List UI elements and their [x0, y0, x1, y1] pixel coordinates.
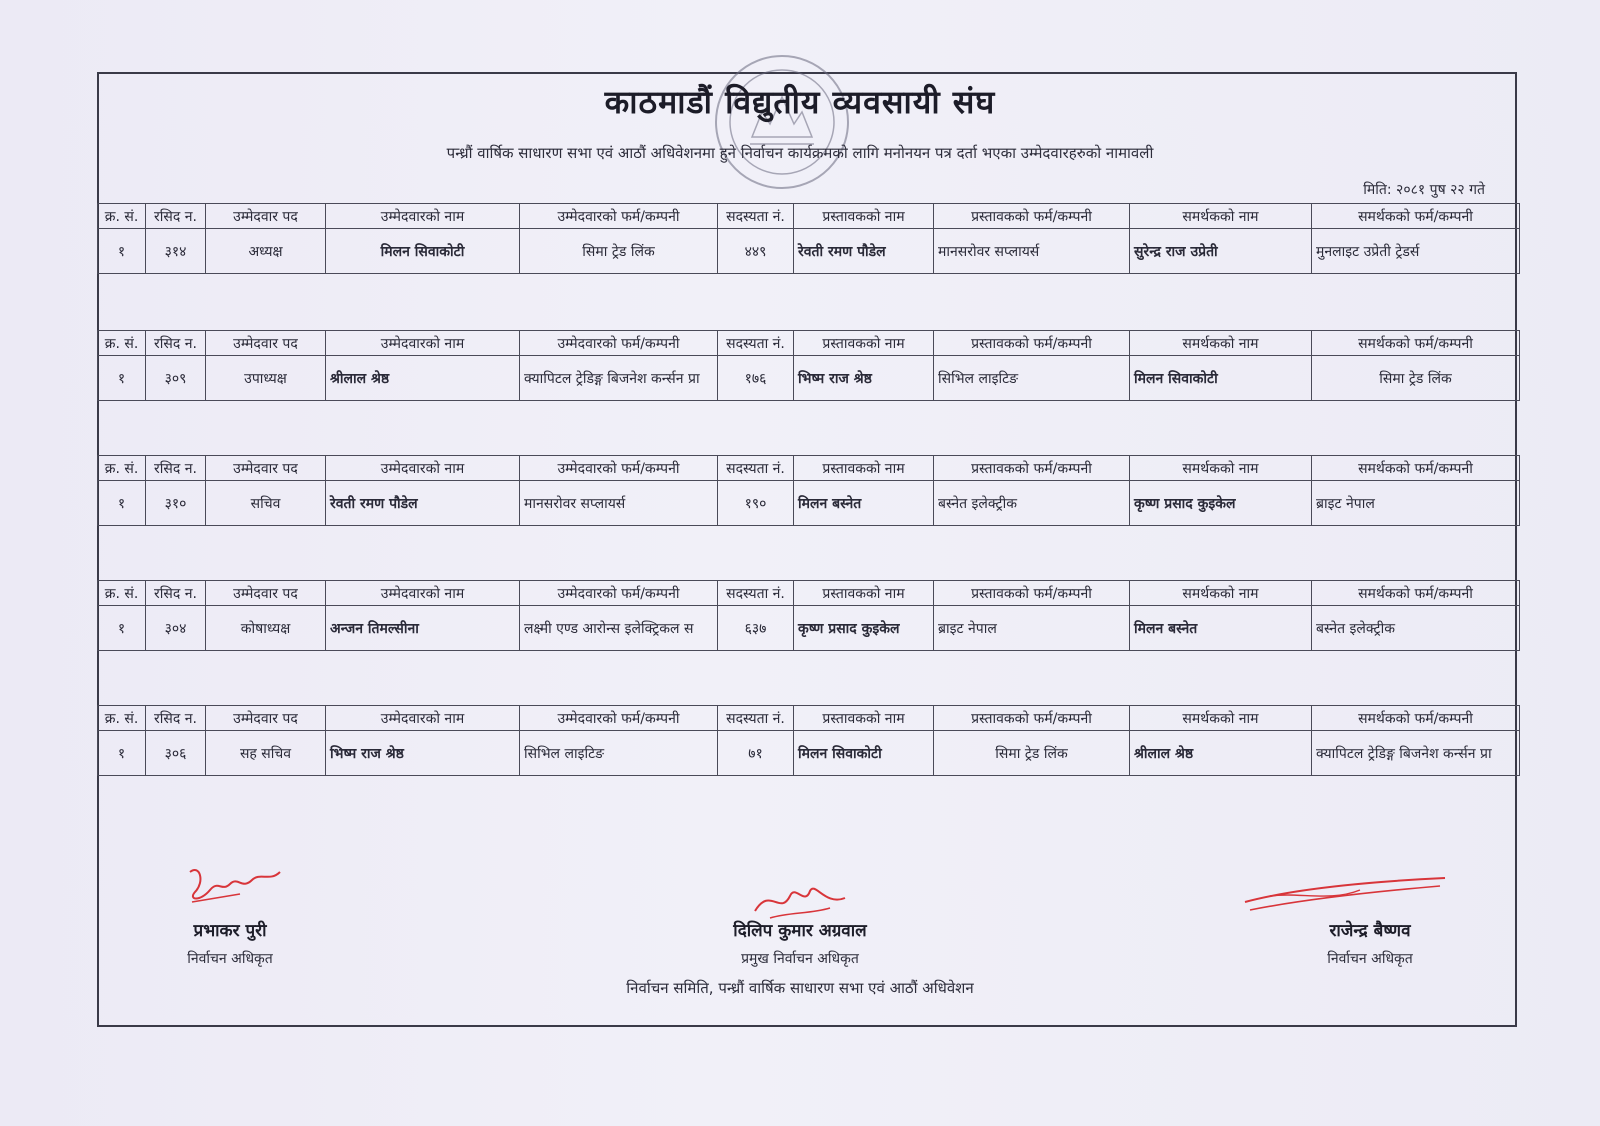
page-subtitle: पन्ध्रौं वार्षिक साधारण सभा एवं आठौं अधिवेशनमा हुने निर्वाचन कार्यक्रमको लागि मनोनयन पत्र दर्ता भएका उम्मेदवारहरुको नामावली — [446, 144, 1154, 162]
cell-candidate: श्रीलाल श्रेष्ठ — [326, 356, 520, 401]
table-header-row — [98, 581, 1520, 606]
col-header-supporter-firm: समर्थकको फर्म/कम्पनी — [1312, 581, 1520, 606]
cell-membership: ६३७ — [718, 606, 794, 651]
col-header-candidate-firm: उम्मेदवारको फर्म/कम्पनी — [520, 456, 718, 481]
col-header-proposer-firm: प्रस्तावकको फर्म/कम्पनी — [934, 706, 1130, 731]
cell-candidate: मिलन सिवाकोटी — [326, 229, 520, 274]
cell-receipt: ३०९ — [146, 356, 206, 401]
cell-receipt: ३०४ — [146, 606, 206, 651]
col-header-proposer: प्रस्तावकको नाम — [794, 204, 934, 229]
cell-sn: १ — [98, 731, 146, 776]
col-header-sn: क्र. सं. — [98, 456, 146, 481]
signatory-center-role: प्रमुख निर्वाचन अधिकृत — [741, 951, 859, 967]
cell-supporter: सुरेन्द्र राज उप्रेती — [1130, 229, 1312, 274]
cell-supporter: कृष्ण प्रसाद कुइकेल — [1130, 481, 1312, 526]
cell-candidate-firm: मानसरोवर सप्लायर्स — [520, 481, 718, 526]
col-header-candidate: उम्मेदवारको नाम — [326, 581, 520, 606]
candidate-table-joint-secretary — [97, 705, 1520, 776]
col-header-post: उम्मेदवार पद — [206, 456, 326, 481]
cell-candidate: रेवती रमण पौडेल — [326, 481, 520, 526]
cell-receipt: ३०६ — [146, 731, 206, 776]
cell-proposer-firm: सिमा ट्रेड लिंक — [934, 731, 1130, 776]
cell-supporter: श्रीलाल श्रेष्ठ — [1130, 731, 1312, 776]
cell-post: सचिव — [206, 481, 326, 526]
col-header-receipt: रसिद न. — [146, 456, 206, 481]
cell-supporter: मिलन सिवाकोटी — [1130, 356, 1312, 401]
cell-candidate: भिष्म राज श्रेष्ठ — [326, 731, 520, 776]
col-header-receipt: रसिद न. — [146, 706, 206, 731]
col-header-supporter: समर्थकको नाम — [1130, 706, 1312, 731]
cell-supporter-firm: ब्राइट नेपाल — [1312, 481, 1520, 526]
candidate-table-secretary — [97, 455, 1520, 526]
cell-proposer: मिलन सिवाकोटी — [794, 731, 934, 776]
cell-sn: १ — [98, 356, 146, 401]
cell-proposer-firm: सिभिल लाइटिङ — [934, 356, 1130, 401]
col-header-receipt: रसिद न. — [146, 204, 206, 229]
col-header-candidate-firm: उम्मेदवारको फर्म/कम्पनी — [520, 706, 718, 731]
signatory-left-name: प्रभाकर पुरी — [193, 921, 267, 941]
cell-proposer: भिष्म राज श्रेष्ठ — [794, 356, 934, 401]
table-row — [98, 731, 1520, 776]
col-header-post: उम्मेदवार पद — [206, 706, 326, 731]
cell-sn: १ — [98, 481, 146, 526]
col-header-membership: सदस्यता नं. — [718, 331, 794, 356]
cell-proposer: रेवती रमण पौडेल — [794, 229, 934, 274]
col-header-proposer: प्रस्तावकको नाम — [794, 331, 934, 356]
col-header-candidate: उम्मेदवारको नाम — [326, 706, 520, 731]
table-header-row — [98, 456, 1520, 481]
signatory-left — [150, 918, 310, 968]
cell-membership: ७१ — [718, 731, 794, 776]
col-header-sn: क्र. सं. — [98, 706, 146, 731]
table-row — [98, 481, 1520, 526]
table-header-row — [98, 706, 1520, 731]
col-header-sn: क्र. सं. — [98, 331, 146, 356]
cell-supporter-firm: बस्नेत इलेक्ट्रीक — [1312, 606, 1520, 651]
cell-supporter-firm: मुनलाइट उप्रेती ट्रेडर्स — [1312, 229, 1520, 274]
cell-proposer: कृष्ण प्रसाद कुइकेल — [794, 606, 934, 651]
col-header-supporter: समर्थकको नाम — [1130, 204, 1312, 229]
cell-proposer: मिलन बस्नेत — [794, 481, 934, 526]
cell-post: अध्यक्ष — [206, 229, 326, 274]
candidate-table-treasurer — [97, 580, 1520, 651]
table-header-row — [98, 204, 1520, 229]
signatory-center — [680, 918, 920, 968]
signatory-right-name: राजेन्द्र बैष्णव — [1329, 921, 1411, 941]
col-header-candidate: उम्मेदवारको नाम — [326, 204, 520, 229]
cell-post: सह सचिव — [206, 731, 326, 776]
signature-left-icon — [180, 862, 290, 910]
cell-supporter: मिलन बस्नेत — [1130, 606, 1312, 651]
signatory-left-role: निर्वाचन अधिकृत — [187, 951, 273, 967]
cell-sn: १ — [98, 229, 146, 274]
candidate-table-vice-president — [97, 330, 1520, 401]
cell-candidate-firm: सिभिल लाइटिङ — [520, 731, 718, 776]
col-header-supporter-firm: समर्थकको फर्म/कम्पनी — [1312, 331, 1520, 356]
cell-receipt: ३१४ — [146, 229, 206, 274]
cell-candidate-firm: लक्ष्मी एण्ड आरोन्स इलेक्ट्रिकल स — [520, 606, 718, 651]
signatory-right-role: निर्वाचन अधिकृत — [1327, 951, 1413, 967]
signatory-right — [1290, 918, 1450, 968]
cell-candidate: अन्जन तिमल्सीना — [326, 606, 520, 651]
col-header-membership: सदस्यता नं. — [718, 456, 794, 481]
cell-proposer-firm: बस्नेत इलेक्ट्रीक — [934, 481, 1130, 526]
col-header-sn: क्र. सं. — [98, 581, 146, 606]
cell-candidate-firm: क्यापिटल ट्रेडिङ्ग बिजनेश कर्न्सन प्रा — [520, 356, 718, 401]
col-header-proposer-firm: प्रस्तावकको फर्म/कम्पनी — [934, 456, 1130, 481]
table-row — [98, 356, 1520, 401]
col-header-membership: सदस्यता नं. — [718, 581, 794, 606]
col-header-proposer-firm: प्रस्तावकको फर्म/कम्पनी — [934, 581, 1130, 606]
cell-membership: ४४९ — [718, 229, 794, 274]
col-header-post: उम्मेदवार पद — [206, 204, 326, 229]
col-header-receipt: रसिद न. — [146, 331, 206, 356]
col-header-proposer: प्रस्तावकको नाम — [794, 706, 934, 731]
col-header-post: उम्मेदवार पद — [206, 331, 326, 356]
col-header-supporter: समर्थकको नाम — [1130, 581, 1312, 606]
col-header-membership: सदस्यता नं. — [718, 204, 794, 229]
col-header-supporter-firm: समर्थकको फर्म/कम्पनी — [1312, 456, 1520, 481]
col-header-candidate-firm: उम्मेदवारको फर्म/कम्पनी — [520, 331, 718, 356]
page-title: काठमाडौं विद्युतीय व्यवसायी संघ — [604, 83, 996, 121]
col-header-supporter: समर्थकको नाम — [1130, 456, 1312, 481]
cell-proposer-firm: मानसरोवर सप्लायर्स — [934, 229, 1130, 274]
col-header-proposer: प्रस्तावकको नाम — [794, 581, 934, 606]
table-row — [98, 606, 1520, 651]
candidate-table-president — [97, 203, 1520, 274]
col-header-proposer: प्रस्तावकको नाम — [794, 456, 934, 481]
col-header-candidate: उम्मेदवारको नाम — [326, 331, 520, 356]
cell-membership: १७६ — [718, 356, 794, 401]
signatory-center-name: दिलिप कुमार अग्रवाल — [733, 921, 867, 941]
table-row — [98, 229, 1520, 274]
cell-post: कोषाध्यक्ष — [206, 606, 326, 651]
col-header-supporter-firm: समर्थकको फर्म/कम्पनी — [1312, 204, 1520, 229]
col-header-proposer-firm: प्रस्तावकको फर्म/कम्पनी — [934, 331, 1130, 356]
committee-footer: निर्वाचन समिति, पन्ध्रौं वार्षिक साधारण सभा एवं आठौं अधिवेशन — [626, 979, 974, 997]
col-header-candidate: उम्मेदवारको नाम — [326, 456, 520, 481]
cell-post: उपाध्यक्ष — [206, 356, 326, 401]
col-header-supporter-firm: समर्थकको फर्म/कम्पनी — [1312, 706, 1520, 731]
cell-supporter-firm: क्यापिटल ट्रेडिङ्ग बिजनेश कर्न्सन प्रा — [1312, 731, 1520, 776]
col-header-receipt: रसिद न. — [146, 581, 206, 606]
col-header-sn: क्र. सं. — [98, 204, 146, 229]
cell-supporter-firm: सिमा ट्रेड लिंक — [1312, 356, 1520, 401]
cell-membership: १९० — [718, 481, 794, 526]
col-header-membership: सदस्यता नं. — [718, 706, 794, 731]
col-header-candidate-firm: उम्मेदवारको फर्म/कम्पनी — [520, 581, 718, 606]
col-header-candidate-firm: उम्मेदवारको फर्म/कम्पनी — [520, 204, 718, 229]
document-date: मिति: २०८१ पुष २२ गते — [1363, 182, 1485, 198]
cell-candidate-firm: सिमा ट्रेड लिंक — [520, 229, 718, 274]
col-header-post: उम्मेदवार पद — [206, 581, 326, 606]
cell-sn: १ — [98, 606, 146, 651]
cell-proposer-firm: ब्राइट नेपाल — [934, 606, 1130, 651]
col-header-proposer-firm: प्रस्तावकको फर्म/कम्पनी — [934, 204, 1130, 229]
signature-right-icon — [1240, 872, 1450, 922]
col-header-supporter: समर्थकको नाम — [1130, 331, 1312, 356]
cell-receipt: ३१० — [146, 481, 206, 526]
table-header-row — [98, 331, 1520, 356]
